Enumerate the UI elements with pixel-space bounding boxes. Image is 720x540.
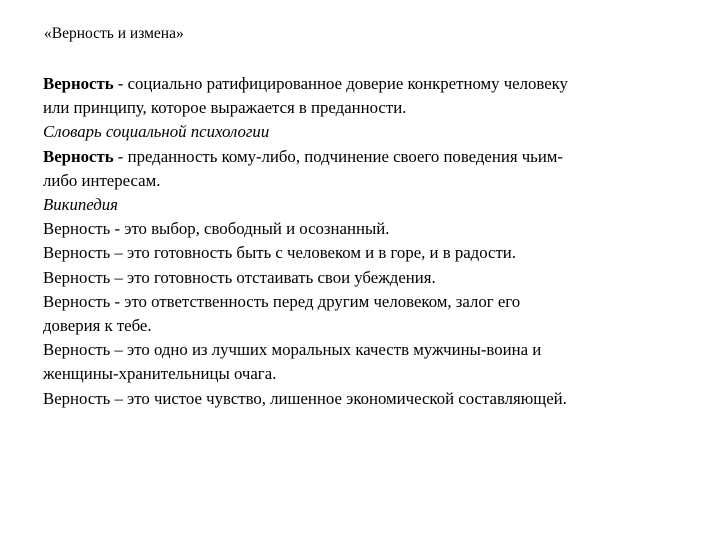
statement-line: Верность – это готовность быть с человеком и в горе, и в радости. [43, 243, 516, 263]
statement-line: Верность – это готовность отстаивать свои убеждения. [43, 267, 436, 287]
statement-line: Верность - это ответственность перед другим человеком, залог его [43, 291, 521, 311]
definition-1-line-1 [43, 72, 703, 96]
definition-2-source: Википедия [43, 195, 118, 215]
definition-2-line-1 [43, 145, 703, 169]
definition-1-text: - социально ратифицированное доверие конкретному человеку [113, 74, 568, 93]
slide-body [43, 72, 703, 411]
statement-line: Верность – это чистое чувство, лишенное экономической составляющей. [43, 388, 567, 408]
definition-2-line-2: либо интересам. [43, 170, 161, 190]
definition-1-source: Словарь социальной психологии [43, 122, 270, 142]
slide-title: «Верность и измена» [44, 25, 184, 42]
definition-2-text: - преданность кому-либо, подчинение своего поведения чьим- [113, 146, 564, 166]
statement-line: Верность - это выбор, свободный и осознанный. [43, 219, 390, 239]
definition-1-line-2: или принципу, которое выражается в преданности. [43, 98, 407, 118]
statement-line: женщины-хранительницы очага. [43, 364, 277, 384]
statement-line: доверия к тебе. [43, 316, 152, 336]
definition-1-term: Верность [43, 74, 114, 93]
definition-2-term: Верность [43, 146, 114, 166]
statement-line: Верность – это одно из лучших моральных качеств мужчины-воина и [43, 340, 542, 360]
